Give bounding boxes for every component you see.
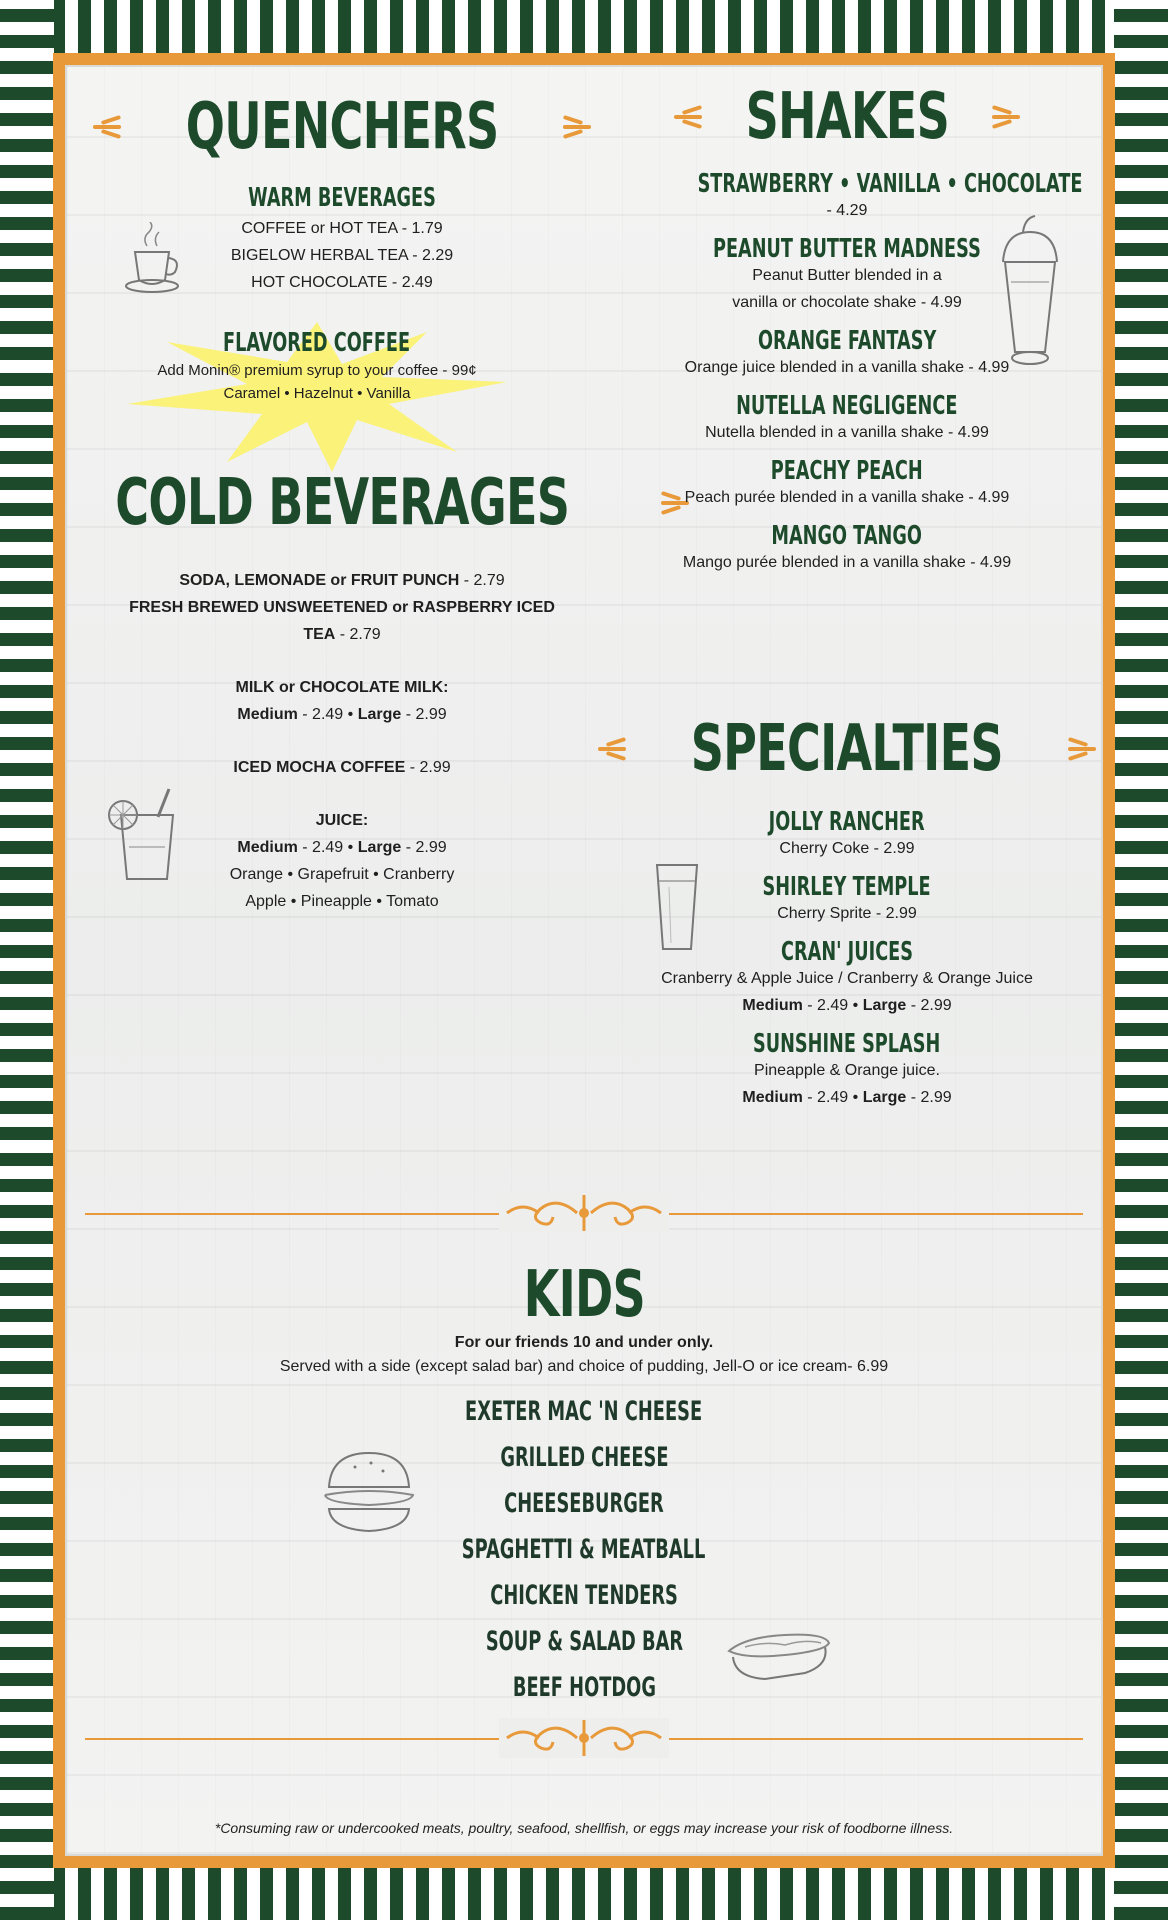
size-large-price: - 2.99 [906,1089,952,1106]
size-large-price: - 2.99 [401,706,447,723]
size-medium-price: - 2.49 • [802,1089,863,1106]
menu-frame [53,53,1115,1868]
cold-beverages-title: COLD BEVERAGES [115,466,569,540]
tea-name: FRESH BREWED UNSWEETENED or RASPBERRY ICED [129,599,555,616]
size-large: Large [862,1089,907,1106]
food-safety-disclaimer: *Consuming raw or undercooked meats, poultry, seafood, shellfish, or eggs may increase your risk of foodborne illness. [214,1820,954,1836]
juice-glass-icon [103,787,193,887]
flavored-coffee-title: FLAVORED COFFEE [223,328,411,358]
menu-item: HOT CHOCOLATE - 2.49 [251,274,433,291]
specialty-desc: Pineapple & Orange juice. [754,1062,940,1079]
specialty-desc: Cranberry & Apple Juice / Cranberry & Orange Juice [661,970,1033,987]
mocha-price: - 2.99 [405,759,451,776]
shake-desc: Nutella blended in a vanilla shake - 4.99 [705,424,989,441]
menu-board [65,65,1103,1856]
milk-title: MILK or CHOCOLATE MILK: [235,679,449,696]
hotdog-icon [725,1617,835,1687]
shake-flavors-price: - 4.29 [826,202,868,219]
scroll-ornament-icon [499,1718,669,1758]
dash-left-icon [93,118,121,136]
shakes-title: SHAKES [745,80,949,154]
specialty-name: SHIRLEY TEMPLE [762,872,932,902]
shake-name: NUTELLA NEGLIGENCE [736,391,958,421]
flavored-coffee-flavors: Caramel • Hazelnut • Vanilla [223,385,411,402]
burger-icon [319,1447,419,1537]
size-medium: Medium [742,997,803,1014]
size-medium-price: - 2.49 • [802,997,863,1014]
flavored-coffee-desc: Add Monin® premium syrup to your coffee - 99¢ [157,362,477,379]
shake-name: MANGO TANGO [771,521,923,551]
kids-subtitle: For our friends 10 and under only. [454,1334,714,1351]
specialties-section [607,712,1087,786]
right-stripe-border [1114,0,1168,1920]
juice-flavors: Orange • Grapefruit • Cranberry [229,866,455,883]
size-large: Large [862,997,907,1014]
size-medium-price: - 2.49 • [297,706,358,723]
dash-left-icon [598,740,626,758]
size-large: Large [357,839,402,856]
size-large-price: - 2.99 [401,839,447,856]
shake-flavors: STRAWBERRY • VANILLA • CHOCOLATE [697,169,1083,199]
scroll-ornament-icon [499,1193,669,1233]
specialty-name: JOLLY RANCHER [769,807,925,837]
soda-price: - 2.79 [459,572,505,589]
quenchers-title: QUENCHERS [185,90,499,164]
kids-item: CHICKEN TENDERS [490,1580,678,1611]
size-large-price: - 2.99 [906,997,952,1014]
specialties-title: SPECIALTIES [690,712,1004,786]
shake-name: ORANGE FANTASY [757,326,937,356]
juice-title: JUICE: [315,812,369,829]
kids-item: SOUP & SALAD BAR [485,1626,683,1657]
dash-right-icon [563,118,591,136]
shake-name: PEACHY PEACH [771,456,923,486]
dash-left-icon [674,108,702,126]
left-stripe-border [0,0,54,1920]
flavored-coffee-burst [127,322,507,472]
kids-note: Served with a side (except salad bar) and choice of pudding, Jell-O or ice cream- 6.99 [279,1358,889,1375]
coffee-cup-icon [117,222,187,302]
specialty-desc: Cherry Coke - 2.99 [779,840,915,857]
specialty-name: CRAN' JUICES [781,937,913,967]
shake-desc: Peach purée blended in a vanilla shake - 4.99 [684,489,1010,506]
specialties-list [607,809,1087,1111]
kids-item: GRILLED CHEESE [499,1442,669,1473]
tea-price: - 2.79 [335,626,381,643]
shake-desc: Mango purée blended in a vanilla shake - 4.99 [682,554,1012,571]
menu-item: BIGELOW HERBAL TEA - 2.29 [230,247,454,264]
dash-right-icon [992,108,1020,126]
shakes-section [607,80,1087,154]
warm-beverages-title: WARM BEVERAGES [248,183,436,213]
mocha-name: ICED MOCHA COFFEE [233,759,406,776]
shake-desc: Peanut Butter blended in a [752,267,942,284]
specialty-name: SUNSHINE SPLASH [753,1029,941,1059]
shake-desc: vanilla or chocolate shake - 4.99 [732,294,962,311]
shake-desc: Orange juice blended in a vanilla shake - 4.99 [684,359,1010,376]
menu-item: COFFEE or HOT TEA - 1.79 [241,220,443,237]
kids-item: BEEF HOTDOG [512,1672,656,1703]
dash-right-icon [1068,740,1096,758]
soda-name: SODA, LEMONADE or FRUIT PUNCH [179,572,460,589]
quenchers-section [107,90,577,164]
soda-glass-icon [647,857,707,957]
kids-item: SPAGHETTI & MEATBALL [462,1534,706,1565]
size-medium: Medium [742,1089,803,1106]
cold-beverages-section [107,466,577,540]
size-medium: Medium [237,839,298,856]
size-medium-price: - 2.49 • [297,839,358,856]
kids-item: EXETER MAC 'N CHEESE [465,1396,703,1427]
shake-name: PEANUT BUTTER MADNESS [713,234,981,264]
juice-flavors: Apple • Pineapple • Tomato [245,893,439,910]
milkshake-icon [995,212,1065,372]
kids-section [67,1258,1101,1715]
size-medium: Medium [237,706,298,723]
kids-item: CHEESEBURGER [504,1488,664,1519]
kids-title: KIDS [523,1258,645,1332]
specialty-desc: Cherry Sprite - 2.99 [777,905,917,922]
tea-name-cont: TEA [303,626,336,643]
size-large: Large [357,706,402,723]
